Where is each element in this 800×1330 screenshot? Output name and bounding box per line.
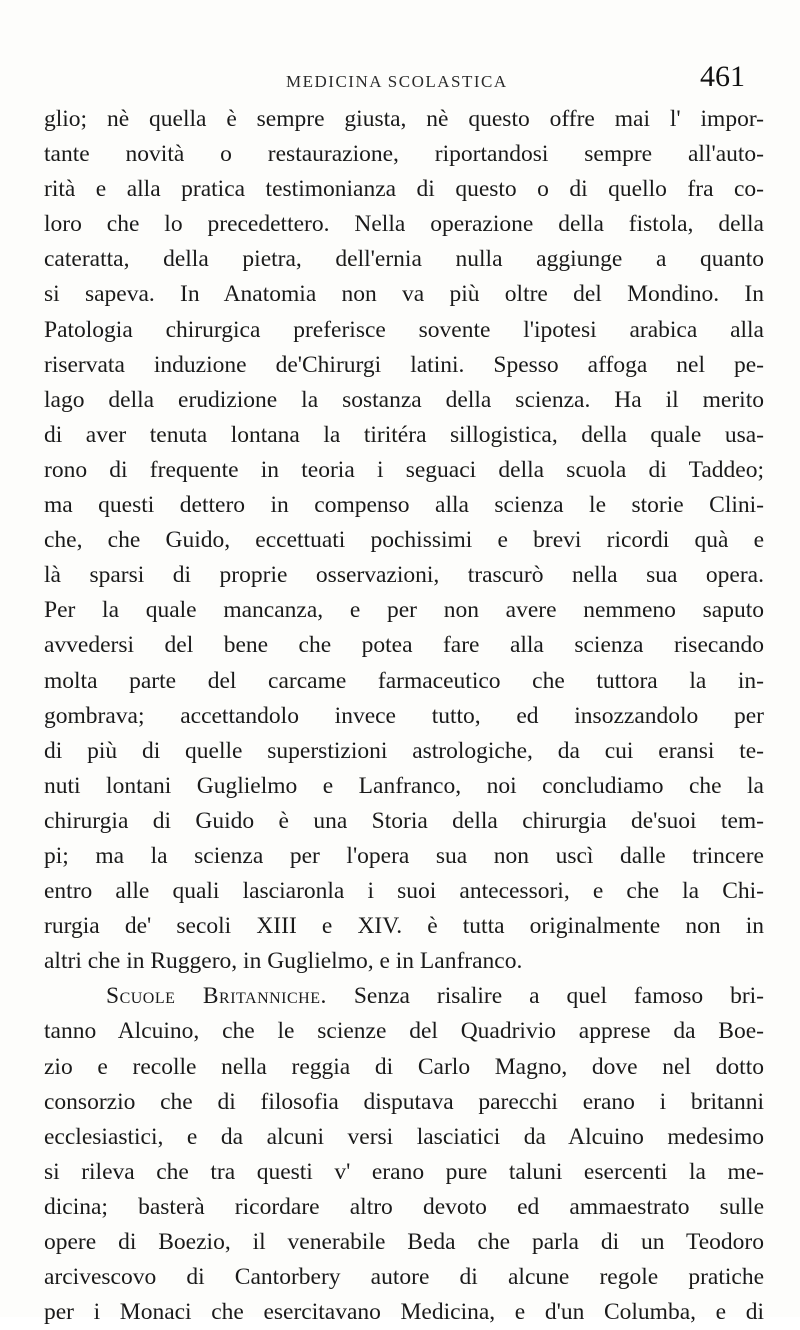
text-line: si rileva che tra questi v' erano pure taluni esercenti la me- — [44, 1158, 764, 1185]
page-header — [0, 58, 800, 98]
text-line: glio; nè quella è sempre giusta, nè questo offre mai l' impor- — [44, 106, 764, 132]
text-line: rono di frequente in teoria i seguaci della scuola di Taddeo; — [44, 456, 764, 483]
text-line: per i Monaci che esercitavano Medicina, e d'un Columba, e di — [44, 1299, 764, 1326]
text-line: arcivescovo di Cantorbery autore di alcune regole pratiche — [44, 1264, 764, 1291]
text-line: che, che Guido, eccettuati pochissimi e brevi ricordi quà e — [44, 527, 764, 554]
section-first-line — [44, 979, 764, 1014]
text-line: riservata induzione de'Chirurgi latini. Spesso affoga nel pe- — [44, 351, 764, 378]
paragraph-last-line: altri che in Ruggero, in Guglielmo, e in Lanfranco. — [44, 948, 523, 975]
text-line: ma questi dettero in compenso alla scienza le storie Clini- — [44, 492, 764, 519]
text-line: avvedersi del bene che potea fare alla scienza risecando — [44, 632, 764, 659]
text-line: di aver tenuta lontana la tiritéra sillogistica, della quale usa- — [44, 421, 764, 448]
text-line: consorzio che di filosofia disputava parecchi erano i britanni — [44, 1088, 764, 1115]
text-line: chirurgia di Guido è una Storia della chirurgia de'suoi tem- — [44, 807, 764, 834]
text-line: rità e alla pratica testimonianza di questo o di quello fra co- — [44, 176, 764, 203]
page-number: 461 — [700, 60, 745, 93]
text-line: di più di quelle superstizioni astrologiche, da cui eransi te- — [44, 737, 764, 764]
text-line: dicina; basterà ricordare altro devoto ed ammaestrato sulle — [44, 1193, 764, 1220]
text-line: là sparsi di proprie osservazioni, trascurò nella sua opera. — [44, 562, 764, 589]
text-line: lago della erudizione la sostanza della scienza. Ha il merito — [44, 386, 764, 413]
text-line: gombrava; accettandolo invece tutto, ed insozzandolo per — [44, 702, 764, 729]
section-first-line-text: Senza risalire a quel famoso bri- — [353, 983, 764, 1010]
body-text — [44, 102, 764, 1330]
text-line: Per la quale mancanza, e per non avere nemmeno saputo — [44, 597, 764, 624]
text-line: molta parte del carcame farmaceutico che tuttora la in- — [44, 667, 764, 694]
text-line: opere di Boezio, il venerabile Beda che parla di un Teodoro — [44, 1229, 764, 1255]
section-heading: Scuole Britanniche. — [106, 983, 327, 1010]
text-line: pi; ma la scienza per l'opera sua non uscì dalle trincere — [44, 842, 764, 869]
text-line: tante novità o restaurazione, riportandosi sempre all'auto- — [44, 141, 764, 168]
running-title: MEDICINA SCOLASTICA — [286, 72, 508, 91]
text-line: si sapeva. In Anatomia non va più oltre del Mondino. In — [44, 281, 764, 308]
text-line: tanno Alcuino, che le scienze del Quadrivio apprese da Boe- — [44, 1018, 764, 1045]
text-line: entro alle quali lasciaronla i suoi antecessori, e che la Chi- — [44, 878, 764, 905]
text-line: ecclesiastici, e da alcuni versi lasciatici da Alcuino medesimo — [44, 1123, 764, 1150]
text-line: rurgia de' secoli XIII e XIV. è tutta originalmente non in — [44, 913, 764, 940]
text-line: cateratta, della pietra, dell'ernia nulla aggiunge a quanto — [44, 246, 764, 273]
text-line: Patologia chirurgica preferisce sovente l'ipotesi arabica alla — [44, 316, 764, 343]
text-line: nuti lontani Guglielmo e Lanfranco, noi concludiamo che la — [44, 772, 764, 799]
text-line: loro che lo precedettero. Nella operazione della fistola, della — [44, 211, 764, 238]
text-line: zio e recolle nella reggia di Carlo Magno, dove nel dotto — [44, 1053, 764, 1080]
